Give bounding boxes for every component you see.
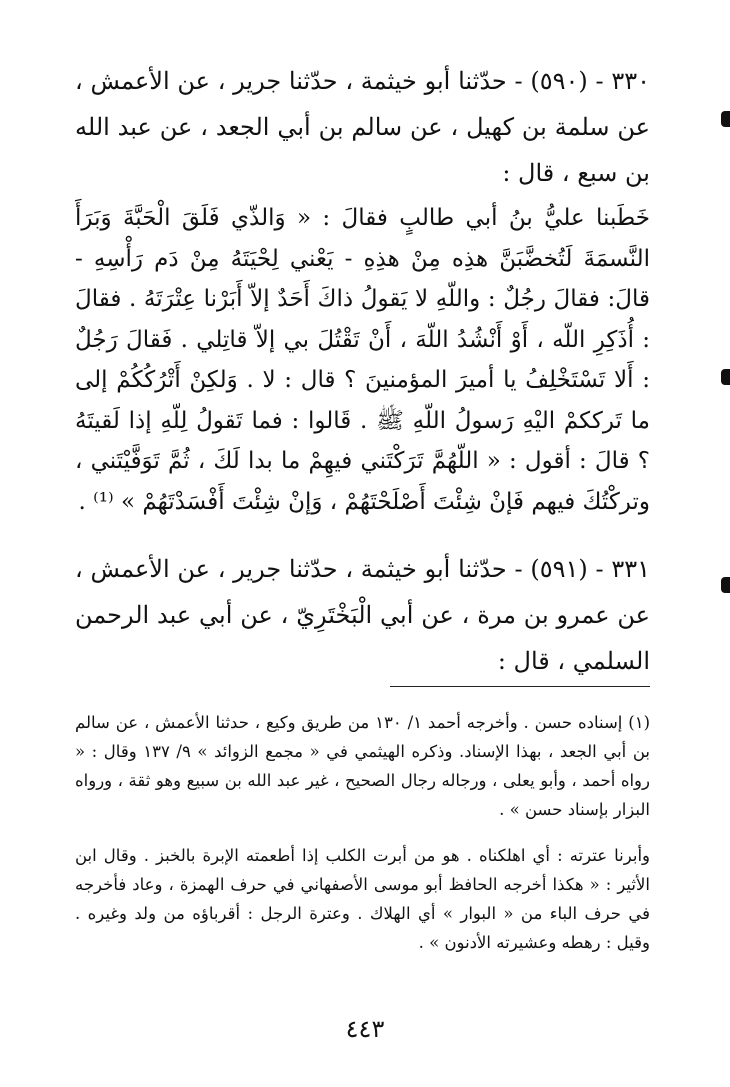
margin-mark <box>721 577 730 593</box>
hadith-330-matn: خَطَبنا عليُّ بنُ أبي طالبٍ فقالَ : « وَالذّي فَلَقَ الْحَبَّةَ وَبَرَأَ النَّسمَةَ لَتُخضَّبَنَّ هذِه مِنْ هذِهِ - يَعْني لِحْيَتَهُ مِنْ دَم رَأْسِهِ - قالَ: فقالَ رجُلٌ : واللّهِ لا يَقولُ ذاكَ أَحَدٌ إلاّ أَبَرْنا عِتْرَتَهُ . فقالَ : أُذَكِرِ اللّه ، أَوْ أَنْشُدُ اللّهَ ، أَنْ تَقْتُلَ بي إلاّ قاتِلي . فَقالَ رَجُلٌ : أَلا تَسْتَخْلِفُ يا أميرَ المؤمنينَ ؟ قال : لا . وَلكِنْ أَتْرُكُكُمْ إلى ما تَرككمْ اليْهِ رَسولُ اللّهِ ﷺ . قَالوا : فما تَقولُ لِلّهِ إذا لَقيتَهُ ؟ قالَ : أقول : « اللّهُمَّ تَرَكْتَني فيهِمْ ما بدا لَكَ ، ثُمَّ تَوَفَّيْتَني ، وتركْتُكَ فيهم فَإنْ شِئْتَ أَصْلَحْتَهُمْ ، وَإنْ شِئْتَ أَفْسَدْتَهُمْ » ⁽¹⁾ . <box>75 205 650 515</box>
margin-mark <box>721 111 730 127</box>
hadith-331-isnad: ٣٣١ - (٥٩١) - حدّثنا أبو خيثمة ، حدّثنا جرير ، عن الأعمش ، عن عمرو بن مرة ، عن أبي الْبَخْتَرِيّ ، عن أبي عبد الرحمن السلمي ، قال : <box>75 555 650 675</box>
footnote-divider <box>390 686 650 687</box>
footnote-glossary: وأبرنا عترته : أي اهلكناه . هو من أبرت الكلب إذا أطعمته الإبرة بالخبز . وقال ابن الأثير : « هكذا أخرجه الحافظ أبو موسى الأصفهاني في حرف الهمزة ، وعاد فأخرجه في حرف الباء من « البوار » أي الهلاك . وعترة الرجل : أقرباؤه من ولد وغيره . وقيل : رهطه وعشيرته الأدنون » . <box>75 846 650 952</box>
hadith-330-isnad: ٣٣٠ - (٥٩٠) - حدّثنا أبو خيثمة ، حدّثنا جرير ، عن الأعمش ، عن سلمة بن كهيل ، عن سالم بن أبي الجعد ، عن عبد الله بن سبع ، قال : <box>75 67 650 187</box>
footnote-1: (١) إسناده حسن . وأخرجه أحمد ١/ ١٣٠ من طريق وكيع ، حدثنا الأعمش ، عن سالم بن أبي الجعد ، بهذا الإسناد. وذكره الهيثمي في « مجمع الزوائد » ٩/ ١٣٧ وقال : « رواه أحمد ، وأبو يعلى ، ورجاله رجال الصحيح ، غير عبد الله بن سبيع وهو ثقة ، ورواه البزار بإسناد حسن » . <box>75 713 650 819</box>
margin-mark <box>721 369 730 385</box>
page-number: ٤٤٣ <box>345 1015 385 1043</box>
